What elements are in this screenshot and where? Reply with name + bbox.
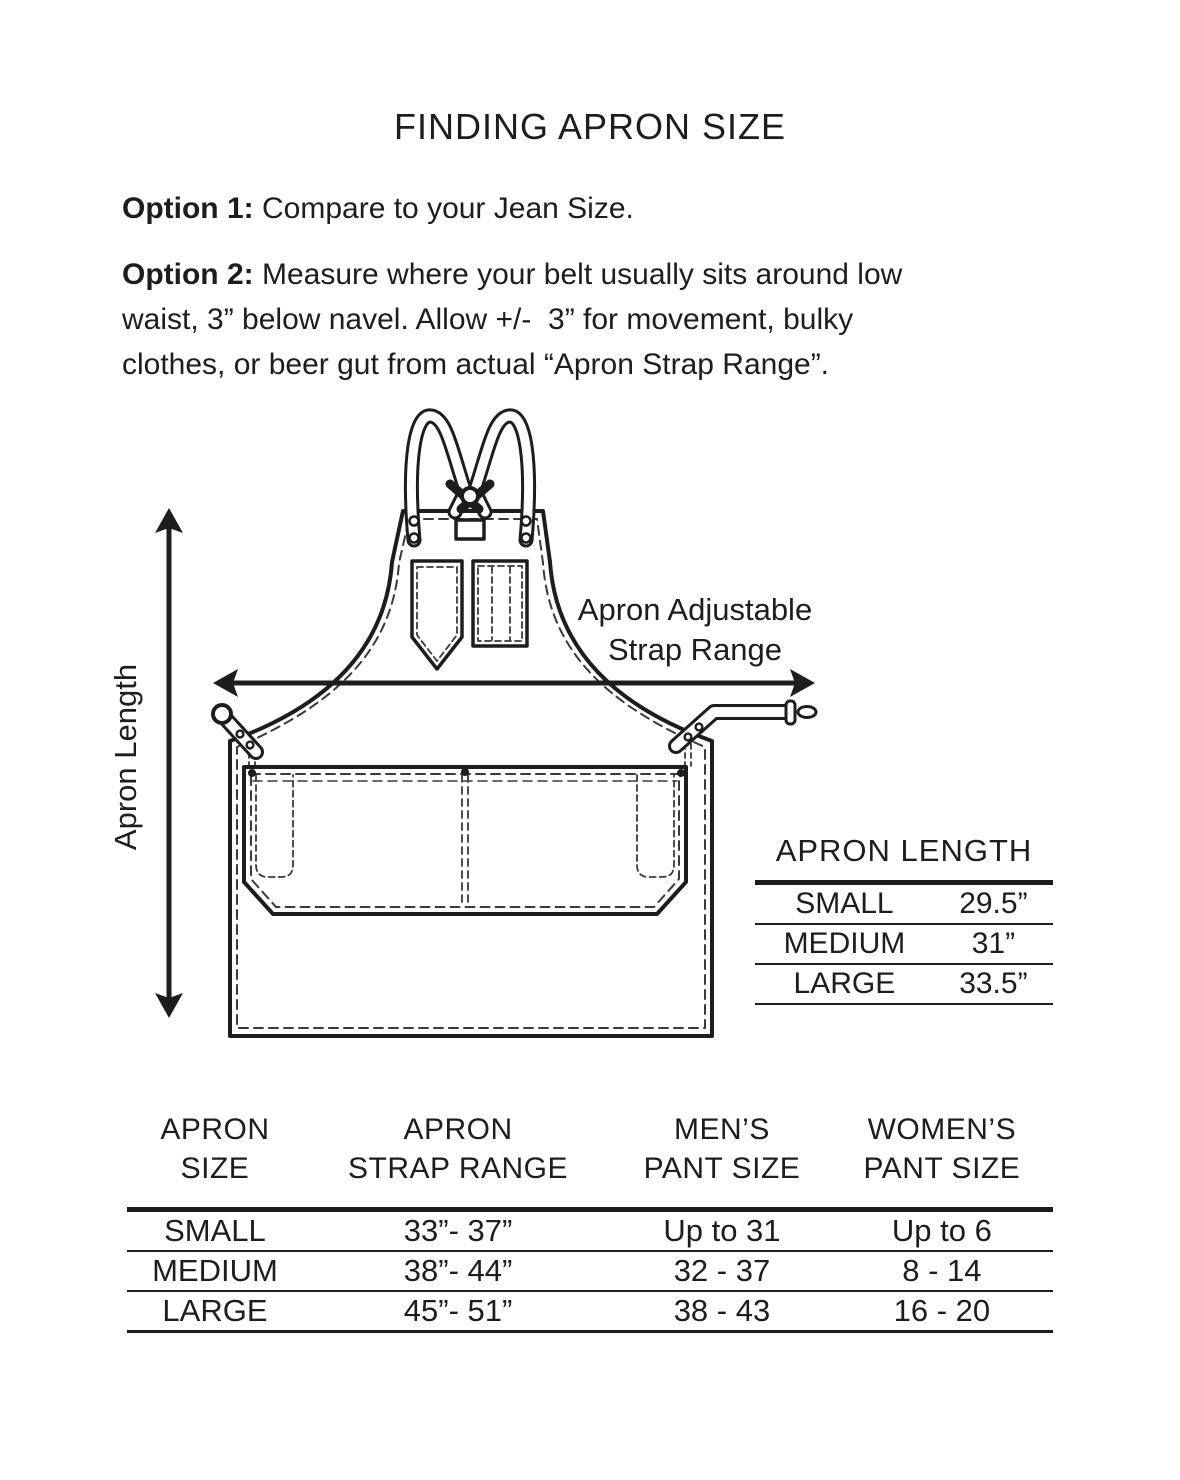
cell-size: SMALL bbox=[164, 1213, 266, 1248]
sizing-table-header bbox=[127, 1110, 1053, 1188]
strap-rivet bbox=[522, 534, 531, 543]
apron-length-arrow bbox=[155, 508, 183, 1018]
header-strap-range: APRON STRAP RANGE bbox=[348, 1113, 569, 1185]
length-cell: 31” bbox=[971, 927, 1016, 960]
chest-slot-pocket bbox=[473, 561, 527, 646]
strap-rivet bbox=[410, 534, 419, 543]
table-row bbox=[755, 925, 1053, 965]
cell-mens: 38 - 43 bbox=[673, 1293, 771, 1328]
table-row bbox=[755, 965, 1053, 1005]
strap-rivet bbox=[522, 517, 531, 526]
strap-range-annotation bbox=[578, 590, 812, 670]
pocket-rivet bbox=[248, 769, 256, 777]
table-row-small bbox=[127, 1212, 1053, 1252]
size-cell: LARGE bbox=[793, 967, 896, 1000]
option-2-label: Option 2: bbox=[122, 258, 254, 291]
apron-length-table-title: APRON LENGTH bbox=[775, 833, 1033, 868]
pocket-rivet bbox=[677, 769, 685, 777]
strap-rivet bbox=[410, 517, 419, 526]
header-womens-pant-size: WOMEN’S PANT SIZE bbox=[863, 1113, 1021, 1185]
table-row-large bbox=[127, 1292, 1053, 1333]
size-cell: MEDIUM bbox=[783, 927, 906, 960]
header-apron-size: APRON SIZE bbox=[160, 1113, 270, 1185]
cell-size: LARGE bbox=[162, 1293, 268, 1328]
table-row bbox=[755, 885, 1053, 925]
option-2-text: Measure where your belt usually sits around low waist, 3” below navel. Allow +/- 3” for movement, bulky clothes, or beer gut from actual “Apron Strap Range”. bbox=[122, 258, 903, 381]
option-2-paragraph bbox=[122, 252, 1082, 387]
table-row-medium bbox=[127, 1252, 1053, 1292]
waist-pocket bbox=[244, 767, 686, 914]
option-1-text: Compare to your Jean Size. bbox=[253, 192, 634, 225]
apron-sizing-table bbox=[127, 1110, 1053, 1333]
cell-mens: Up to 31 bbox=[663, 1213, 781, 1248]
option-1-paragraph bbox=[122, 186, 1082, 231]
apron-length-annotation: Apron Length bbox=[108, 663, 143, 851]
cell-strap-range: 33”- 37” bbox=[403, 1213, 513, 1248]
cell-womens: 8 - 14 bbox=[902, 1253, 982, 1288]
cell-strap-range: 45”- 51” bbox=[403, 1293, 513, 1328]
page-title: FINDING APRON SIZE bbox=[393, 106, 787, 147]
option-1-label: Option 1: bbox=[122, 192, 254, 225]
strap-range-annotation-line1: Apron Adjustable bbox=[577, 592, 813, 627]
cell-womens: 16 - 20 bbox=[893, 1293, 991, 1328]
length-cell: 29.5” bbox=[959, 887, 1028, 920]
size-cell: SMALL bbox=[795, 887, 894, 920]
strap-range-annotation-line2: Strap Range bbox=[607, 632, 783, 667]
pocket-rivet bbox=[461, 768, 469, 776]
header-mens-pant-size: MEN’S PANT SIZE bbox=[643, 1113, 801, 1185]
cell-mens: 32 - 37 bbox=[673, 1253, 771, 1288]
label-patch bbox=[456, 520, 484, 539]
cell-size: MEDIUM bbox=[152, 1253, 278, 1288]
apron-length-table bbox=[755, 833, 1053, 1005]
cell-strap-range: 38”- 44” bbox=[403, 1253, 513, 1288]
cell-womens: Up to 6 bbox=[891, 1213, 992, 1248]
length-cell: 33.5” bbox=[959, 967, 1028, 1000]
